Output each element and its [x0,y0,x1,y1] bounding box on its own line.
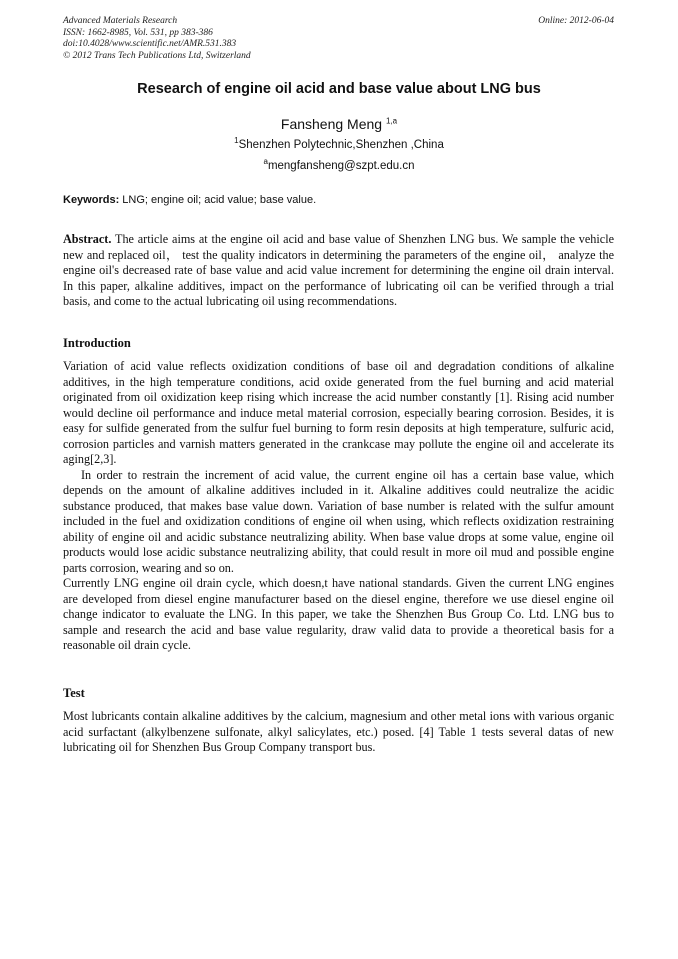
abstract-label: Abstract. [63,232,112,246]
introduction-body [63,359,614,654]
affiliation-line [0,136,678,151]
test-heading: Test [63,686,85,700]
affiliation-superscript: 1 [234,136,239,146]
author-superscript: 1,a [385,116,398,126]
paper-title: Research of engine oil acid and base value about LNG bus [137,81,541,97]
author-line [0,116,678,132]
author-email: mengfansheng@szpt.edu.cn [267,160,415,172]
doi-line: doi:10.4028/www.scientific.net/AMR.531.383 [63,39,237,49]
abstract-text: The article aims at the engine oil acid and base value of Shenzhen LNG bus. We sample the vehicle new and replaced oil， test the quality indicators in determining the parameters of the engine oil， analyze the engine oil's decreased rate of base value and acid value increment for determining the engine oil drain interval. In this paper, alkaline additives, impact on the performance of lubricating oil can be verified through a trial basis, and come to the actual lubricating oil using recommendations. [63,232,614,308]
keywords-label: Keywords: [63,194,120,206]
affiliation: Shenzhen Polytechnic,Shenzhen ,China [238,139,444,151]
intro-paragraph-3: Currently LNG engine oil drain cycle, which doesn,t have national standards. Given the current LNG engines are developed from diesel engine manufacturer based on the diesel engine, therefore we use diesel engine oil change indicator to evaluate the LNG. In this paper, we take the Shenzhen Bus Group Co. Ltd. LNG bus to sample and research the acid and base value regularity, draw valid data to provide a theoretical basis for a reasonable oil drain cycle. [63,576,614,652]
intro-paragraph-2: In order to restrain the increment of acid value, the current engine oil has a certain base value, which depends on the amount of alkaline additives included in it. Alkaline additives could neutralize the acidic substance produced, that makes base value down. Variation of base number is related with the sulfur amount included in the fuel and oxidization conditions of engine oil when using, which reflects oxidization restraining ability of engine oil and acidic substance neutralizing ability. When base value drops at some value, engine oil products would lose acidic substance neutralizing ability, that could result in more oil mud and possible engine parts corrosion, wearing and so on. [63,467,614,575]
copyright-line: © 2012 Trans Tech Publications Ltd, Switzerland [63,50,251,61]
test-paragraph: Most lubricants contain alkaline additives by the calcium, magnesium and other metal ions with various organic acid surfactant (alkylbenzene sulfonate, alkyl salicylates, etc.) posed. [4] Table 1 tests several datas of new lubricating oil for Shenzhen Bus Group Company transport bus. [63,709,614,754]
keywords [63,194,316,206]
issn-line: ISSN: 1662-8985, Vol. 531, pp 383-386 [63,27,213,38]
introduction-heading: Introduction [63,336,131,350]
email-superscript: a [263,157,268,167]
intro-paragraph-1: Variation of acid value reflects oxidization conditions of base oil and degradation conditions of alkaline additives, in the high temperature conditions, acid oxide generated from the fuel burning and acid material originated from oil oxidization keep rising which increase the acid number constantly [1]. Rising acid number would decline oil performance and induce metal material corrosion, especially bearing corrosion. Besides, it is easy for sulfide generated from the sulfur fuel burning to form resin deposits at high temperature, sulfuric acid, corrosion particles and varnish matters generated in the crankcase may pollute the engine oil and accelerate its aging[2,3]. [63,359,614,466]
online-date: Online: 2012-06-04 [538,16,614,26]
keywords-text: LNG; engine oil; acid value; base value. [119,194,317,206]
journal-name: Advanced Materials Research [63,16,178,26]
abstract [63,232,614,310]
author-name: Fansheng Meng [280,116,383,132]
email-line [0,157,678,172]
